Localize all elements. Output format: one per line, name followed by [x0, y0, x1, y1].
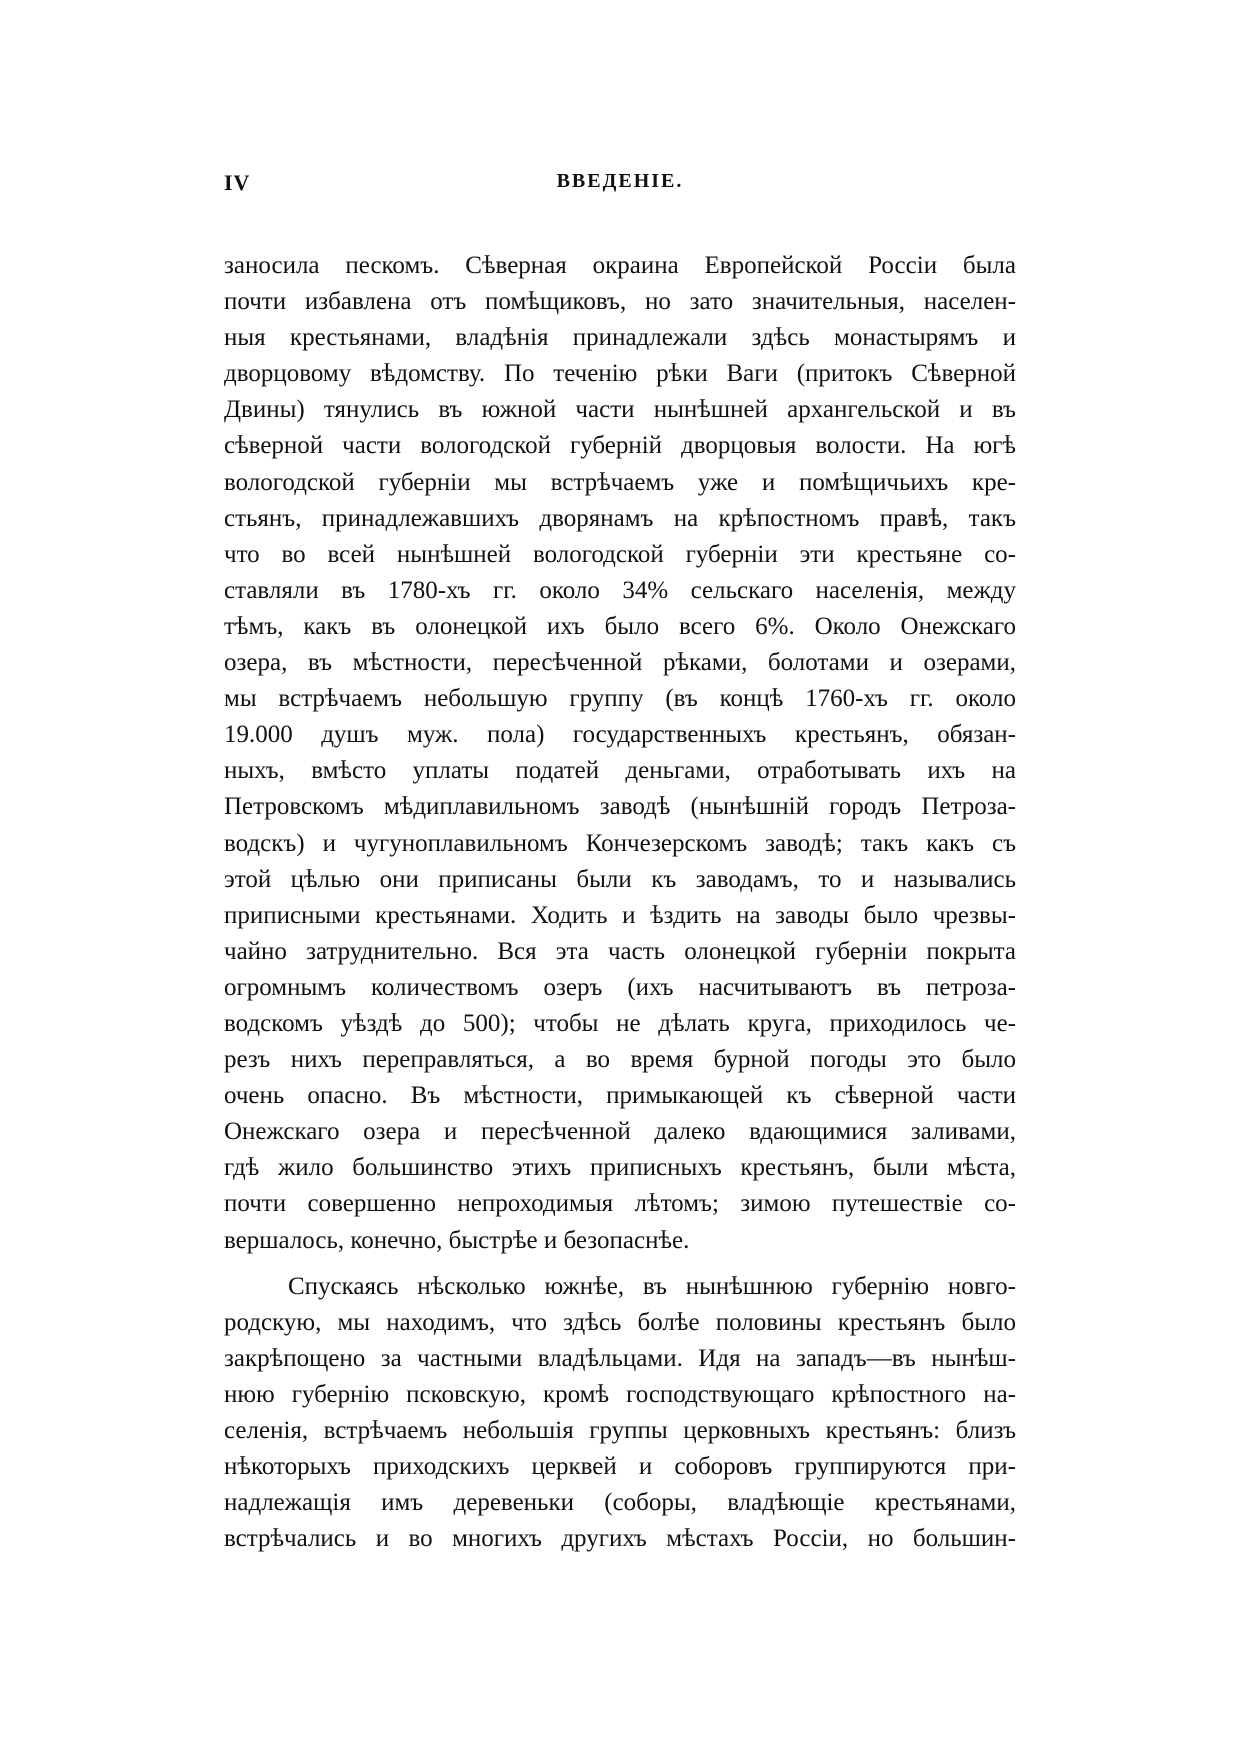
text-line: ныхъ, вмѣсто уплаты податей деньгами, отработывать ихъ на [224, 757, 1016, 785]
text-line: Онежскаго озера и пересѣченной далеко вдающимися заливами, [224, 1118, 1016, 1146]
text-line: 19.000 душъ муж. пола) государственныхъ крестьянъ, обязан- [224, 721, 1016, 749]
text-line: ставляли въ 1780-хъ гг. около 34% сельскаго населенія, между [224, 576, 1016, 604]
text-line: тѣмъ, какъ въ олонецкой ихъ было всего 6%. Около Онежскаго [224, 612, 1016, 640]
text-line: приписными крестьянами. Ходить и ѣздить на заводы было чрезвы- [224, 901, 1016, 929]
text-line: ныя крестьянами, владѣнія принадлежали здѣсь монастырямъ и [224, 324, 1016, 352]
text-line: сѣверной части вологодской губерній дворцовыя волости. На югѣ [224, 432, 1016, 460]
text-line: почти совершенно непроходимыя лѣтомъ; зимою путешествіе со- [224, 1190, 1016, 1218]
page-number: IV [224, 170, 251, 195]
text-line: чайно затруднительно. Вся эта часть олонецкой губерніи покрыта [224, 937, 1016, 965]
text-line: этой цѣлью они приписаны были къ заводамъ, то и назывались [224, 865, 1016, 893]
text-line: селенія, встрѣчаемъ небольшія группы церковныхъ крестьянъ: близъ [224, 1417, 1016, 1444]
text-line: мы встрѣчаемъ небольшую группу (въ концѣ 1760-хъ гг. около [224, 685, 1016, 713]
text-line: надлежащія имъ деревеньки (соборы, владѣющіе крестьянами, [224, 1489, 1016, 1517]
running-title: ВВЕДЕНІЕ. [556, 170, 684, 192]
text-line: что во всей нынѣшней вологодской губерніи эти крестьяне со- [224, 540, 1016, 568]
text-line: Петровскомъ мѣдиплавильномъ заводѣ (нынѣшній городъ Петроза- [224, 793, 1016, 821]
text-line: водскомъ уѣздѣ до 500); чтобы не дѣлать круга, приходилось че- [224, 1009, 1016, 1037]
text-line: нюю губернію псковскую, кромѣ господствующаго крѣпостного на- [224, 1380, 1016, 1408]
body-text [224, 248, 1016, 1557]
text-line: резъ нихъ переправляться, а во время бурной погоды это было [224, 1046, 1016, 1074]
text-line: водскъ) и чугуноплавильномъ Кончезерскомъ заводѣ; такъ какъ съ [224, 829, 1016, 857]
page-header [224, 170, 1016, 200]
text-line: вершалось, конечно, быстрѣе и безопаснѣе. [224, 1226, 690, 1254]
text-line: Двины) тянулись въ южной части нынѣшней архангельской и въ [224, 396, 1016, 424]
text-line: Спускаясь нѣсколько южнѣе, въ нынѣшнюю губернію новго- [288, 1272, 1016, 1300]
text-line: стьянъ, принадлежавшихъ дворянамъ на крѣпостномъ правѣ, такъ [224, 504, 1016, 532]
text-line: дворцовому вѣдомству. По теченію рѣки Ваги (притокъ Сѣверной [224, 360, 1016, 388]
text-line: встрѣчались и во многихъ другихъ мѣстахъ Россіи, но большин- [224, 1525, 1016, 1553]
text-line: очень опасно. Въ мѣстности, примыкающей къ сѣверной части [224, 1082, 1016, 1110]
text-line: закрѣпощено за частными владѣльцами. Идя на западъ—въ нынѣш- [224, 1344, 1016, 1372]
text-line: вологодской губерніи мы встрѣчаемъ уже и помѣщичьихъ кре- [224, 468, 1016, 496]
text-line: почти избавлена отъ помѣщиковъ, но зато значительныя, населен- [224, 288, 1016, 316]
text-line: огромнымъ количествомъ озеръ (ихъ насчитываютъ въ петроза- [224, 973, 1016, 1001]
text-line: нѣкоторыхъ приходскихъ церквей и соборовъ группируются при- [224, 1453, 1016, 1481]
text-line: озера, въ мѣстности, пересѣченной рѣками, болотами и озерами, [224, 649, 1016, 677]
text-line: заносила пескомъ. Сѣверная окраина Европейской Россіи была [224, 252, 1016, 279]
paragraph-spacer [224, 1259, 1016, 1269]
paragraph-2 [224, 1269, 1016, 1558]
paragraph-1 [224, 248, 1016, 1259]
text-line: родскую, мы находимъ, что здѣсь болѣе половины крестьянъ было [224, 1308, 1016, 1336]
text-line: гдѣ жило большинство этихъ приписныхъ крестьянъ, были мѣста, [224, 1154, 1016, 1182]
